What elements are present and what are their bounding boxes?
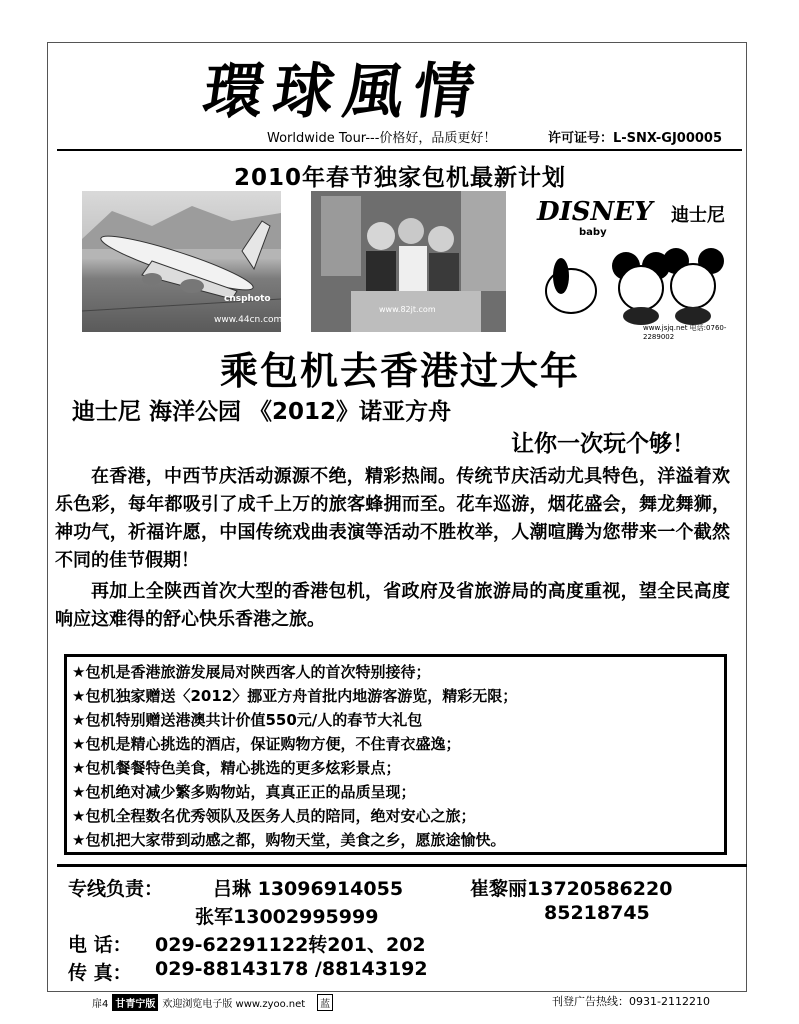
fax-number: 029-88143178 /88143192 (155, 958, 428, 980)
fax-label: 传 真： (68, 962, 132, 984)
contact-label: 专线负责： (68, 878, 164, 900)
feature-item: ★包机绝对减少繁多购物站，真真正正的品质呈现； (72, 783, 416, 801)
phone-label: 电 话： (68, 934, 132, 956)
subhead: 迪士尼 海洋公园 《2012》诺亚方舟 (72, 399, 452, 425)
contact-divider (57, 864, 747, 867)
feature-item: ★包机是香港旅游发展局对陕西客人的首次特别接待； (72, 663, 431, 681)
feature-item: ★包机独家赠送〈2012〉挪亚方舟首批内地游客游览，精彩无限； (72, 687, 518, 705)
disney-logo-sub: baby (579, 227, 607, 238)
page-number: 扉4 (92, 999, 109, 1010)
feature-item: ★包机是精心挑选的酒店，保证购物方便，不住青衣盛逸； (72, 735, 461, 753)
disney-logo: DISNEY (537, 197, 653, 227)
shopping-photo (311, 191, 506, 332)
subhead-slogan: 让你一次玩个够！ (511, 431, 695, 457)
airplane-photo (82, 191, 281, 332)
ad-hotline: 刊登广告热线：0931-2112210 (552, 995, 710, 1008)
brand-title: 環球風情 (198, 57, 489, 127)
feature-item: ★包机把大家带到动感之都，购物天堂，美食之乡，愿旅途愉快。 (72, 831, 506, 849)
photo-caption: www.44cn.com (214, 315, 283, 325)
edition-badge: 甘青宁版 (112, 994, 158, 1011)
color-tag: 蓝 (317, 994, 333, 1011)
tagline: Worldwide Tour---价格好，品质更好！ (267, 131, 497, 146)
intro-paragraph: 在香港，中西节庆活动源源不绝，精彩热闹。传统节庆活动尤具特色，洋溢着欢乐色彩，每年都吸引了成千上万的旅客蜂拥而至。花车巡游，烟花盛会，舞龙舞狮，神功气，祈福许愿，中国传统戏曲表演等活动不胜枚举，人潮喧腾为您带来一个截然不同的佳节假期！ (55, 466, 730, 571)
contact-extra-number: 85218745 (544, 902, 650, 924)
contact-person-3: 张军13002995999 (195, 906, 379, 928)
footer-left (92, 994, 333, 1011)
feature-item: ★包机全程数名优秀领队及医务人员的陪同，绝对安心之旅； (72, 807, 476, 825)
disney-photo (531, 191, 731, 341)
cartoon-characters-icon (531, 236, 731, 326)
photo-caption: cnsphoto (224, 294, 271, 304)
footer-welcome: 欢迎浏览电子版 www.zyoo.net (162, 999, 306, 1010)
plan-title: 2010年春节独家包机最新计划 (233, 165, 566, 191)
features-box (64, 654, 727, 855)
charter-paragraph: 再加上全陕西首次大型的香港包机，省政府及省旅游局的高度重视，望全民高度响应这难得的舒心快乐香港之旅。 (55, 581, 730, 630)
photo-caption: www.82jt.com (379, 305, 436, 314)
feature-item: ★包机特别赠送港澳共计价值550元/人的春节大礼包 (72, 711, 423, 729)
features-list (72, 660, 517, 852)
headline: 乘包机去香港过大年 (219, 349, 580, 393)
header-divider (57, 149, 742, 151)
feature-item: ★包机餐餐特色美食，精心挑选的更多炫彩景点； (72, 759, 401, 777)
phone-number: 029-62291122转201、202 (155, 934, 426, 956)
photo-caption: www.jsjq.net 电话:0760-2289002 (643, 324, 727, 341)
license-number: 许可证号：L-SNX-GJ00005 (548, 131, 723, 146)
contact-person-1: 吕琳 13096914055 (213, 878, 404, 900)
disney-label: 迪士尼 (671, 205, 725, 226)
airplane-icon (82, 191, 281, 332)
contact-person-2: 崔黎丽13720586220 (470, 878, 673, 900)
